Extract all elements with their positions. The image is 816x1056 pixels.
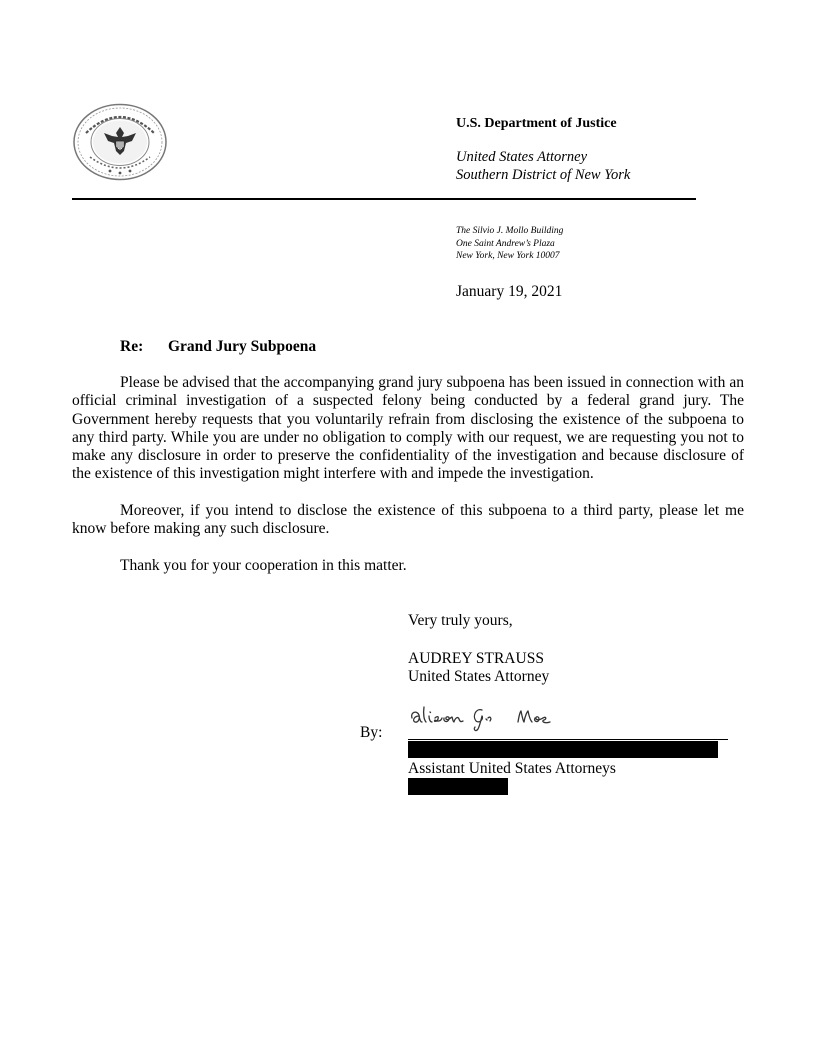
address-line-2: One Saint Andrew’s Plaza <box>456 239 555 249</box>
signer-name: AUDREY STRAUSS <box>408 650 544 667</box>
closing-salutation: Very truly yours, <box>408 612 513 629</box>
assistant-title: Assistant United States Attorneys <box>408 760 616 777</box>
office-title: United States Attorney <box>456 149 588 165</box>
by-label: By: <box>360 724 383 741</box>
handwritten-signature <box>408 704 578 736</box>
body-paragraph-1: Please be advised that the accompanying grand jury subpoena has been issued in connection with an official criminal investigation of a suspected felony being conducted by a federal grand jury. The Government hereby requests that you voluntarily refrain from disclosing the existence of the subpoena to any third party. While you are under no obligation to comply with our request, we are requesting you not to make any disclosure in order to preserve the confidentiality of the investigation and because disclosure of the existence of this investigation might interfere with and impede the investigation. <box>72 374 744 483</box>
letter-date: January 19, 2021 <box>456 283 563 300</box>
office-district: Southern District of New York <box>456 167 631 183</box>
redaction-bar <box>408 741 718 758</box>
doj-seal-icon <box>72 103 168 181</box>
address-line-1: The Silvio J. Mollo Building <box>456 226 564 236</box>
redaction-bar <box>408 778 508 795</box>
re-subject: Grand Jury Subpoena <box>168 338 317 355</box>
body-paragraph-3: Thank you for your cooperation in this matter. <box>120 557 407 574</box>
signature-line <box>408 739 728 740</box>
agency-name: U.S. Department of Justice <box>456 116 617 131</box>
address-line-3: New York, New York 10007 <box>456 251 560 261</box>
body-paragraph-2: Moreover, if you intend to disclose the existence of this subpoena to a third party, please let me know before making any such disclosure. <box>72 502 744 538</box>
signer-title: United States Attorney <box>408 668 550 685</box>
letterhead-divider <box>72 198 696 200</box>
re-label: Re: <box>120 338 144 355</box>
